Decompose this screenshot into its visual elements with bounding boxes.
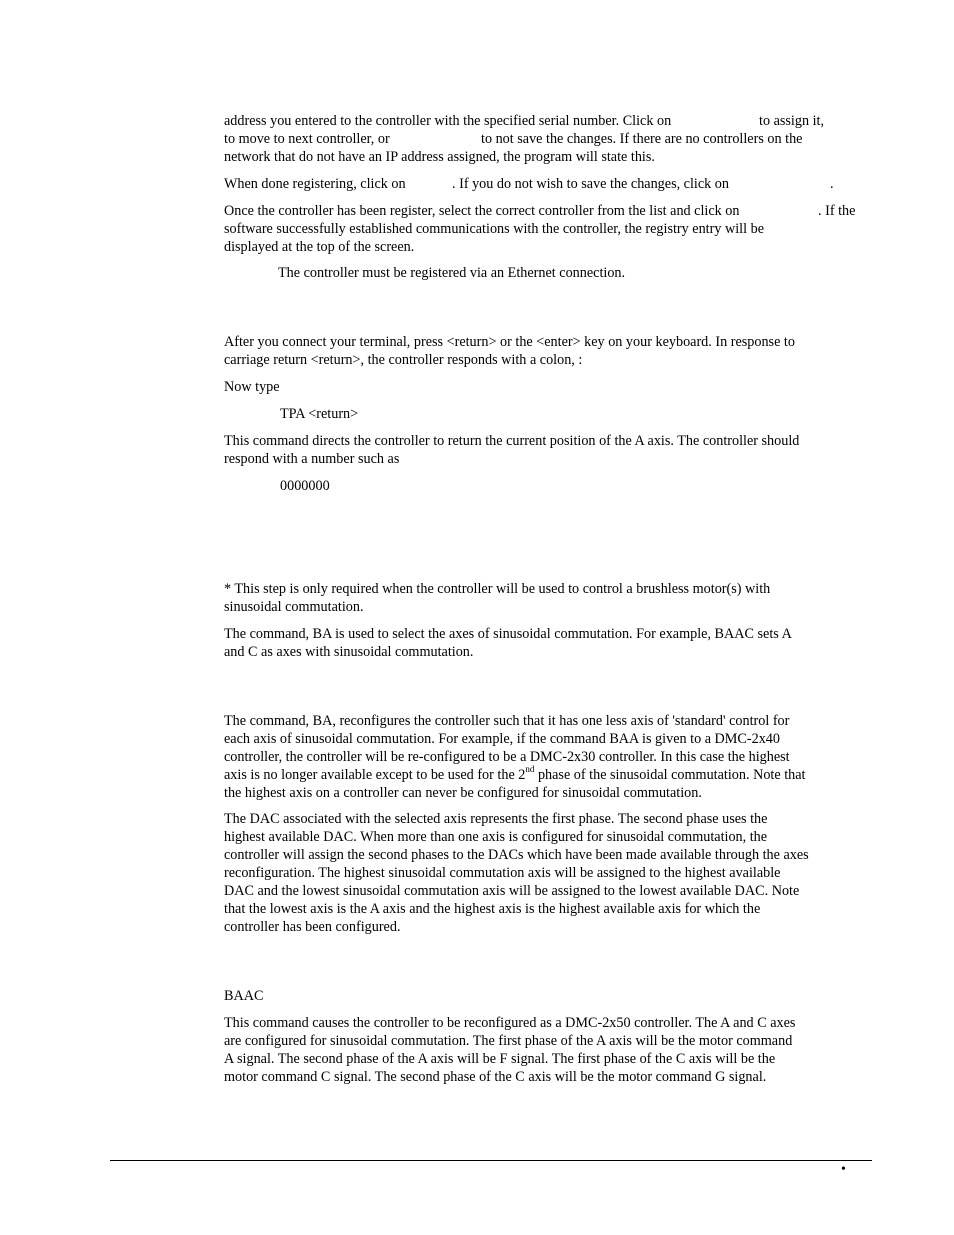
text-segment: to not save the changes. If there are no controllers on the (481, 131, 803, 147)
text-line: The command, BA, reconfigures the controller such that it has one less axis of 'standard' control for (224, 713, 790, 729)
text-segment: axis is no longer available except to be used for the 2 (224, 767, 526, 783)
text-segment: Once the controller has been register, select the correct controller from the list and click on (224, 203, 740, 219)
text-line: carriage return <return>, the controller responds with a colon, : (224, 352, 583, 368)
text-line: The command, BA is used to select the axes of sinusoidal commutation. For example, BAAC sets A (224, 626, 792, 642)
text-line: are configured for sinusoidal commutation. The first phase of the A axis will be the motor command (224, 1033, 793, 1049)
text-line: This command directs the controller to return the current position of the A axis. The controller should (224, 433, 800, 449)
superscript: nd (525, 764, 535, 775)
text-line: After you connect your terminal, press <return> or the <enter> key on your keyboard. In response to (224, 334, 795, 350)
text-line: A signal. The second phase of the A axis will be F signal. The first phase of the C axis will be the (224, 1051, 776, 1067)
text-line: each axis of sinusoidal commutation. For example, if the command BAA is given to a DMC-2x40 (224, 731, 780, 747)
text-line: sinusoidal commutation. (224, 599, 364, 615)
text-line: software successfully established communications with the controller, the registry entry will be (224, 221, 764, 237)
position-value: 0000000 (280, 478, 330, 494)
text-line: highest available DAC. When more than one axis is configured for sinusoidal commutation, the (224, 829, 768, 845)
now-type-text: Now type (224, 379, 280, 395)
text-line (224, 112, 825, 130)
footer-divider (110, 1160, 872, 1161)
text-line: respond with a number such as (224, 451, 400, 467)
note-text: The controller must be registered via an Ethernet connection. (278, 265, 626, 281)
command-example: TPA <return> (280, 406, 359, 422)
text-segment: phase of the sinusoidal commutation. Note that (534, 767, 806, 783)
text-segment: address you entered to the controller with the specified serial number. Click on (224, 113, 672, 129)
text-line: displayed at the top of the screen. (224, 239, 415, 255)
text-segment: When done registering, click on (224, 176, 406, 192)
text-segment: to assign it, (759, 113, 825, 129)
text-line: controller has been configured. (224, 919, 401, 935)
text-line: controller will assign the second phases to the DACs which have been made available through the axes (224, 847, 809, 863)
text-line: controller, the controller will be re-configured to be a DMC-2x30 controller. In this case the highest (224, 749, 790, 765)
text-line: the highest axis on a controller can never be configured for sinusoidal commutation. (224, 785, 702, 801)
text-segment: . (830, 176, 834, 192)
text-segment: . If the (818, 203, 856, 219)
text-line: This command causes the controller to be reconfigured as a DMC-2x50 controller. The A and C axes (224, 1015, 796, 1031)
footer-bullet: • (841, 1162, 846, 1177)
text-line (224, 130, 803, 148)
text-line: that the lowest axis is the A axis and the highest axis is the highest available axis for which the (224, 901, 761, 917)
text-segment: to move to next controller, or (224, 131, 390, 147)
text-line: motor command C signal. The second phase of the C axis will be the motor command G signal. (224, 1069, 767, 1085)
text-line: * This step is only required when the controller will be used to control a brushless motor(s) with (224, 581, 771, 597)
text-line: network that do not have an IP address assigned, the program will state this. (224, 149, 655, 165)
paragraph-done-registering (224, 175, 834, 193)
text-line (224, 766, 805, 784)
command-baac: BAAC (224, 988, 264, 1004)
text-line: DAC and the lowest sinusoidal commutation axis will be assigned to the lowest available DAC. Note (224, 883, 800, 899)
text-line (224, 202, 856, 220)
text-segment: . If you do not wish to save the changes, click on (452, 176, 729, 192)
text-line: and C as axes with sinusoidal commutation. (224, 644, 474, 660)
text-line: The DAC associated with the selected axis represents the first phase. The second phase uses the (224, 811, 768, 827)
text-line: reconfiguration. The highest sinusoidal commutation axis will be assigned to the highest available (224, 865, 781, 881)
